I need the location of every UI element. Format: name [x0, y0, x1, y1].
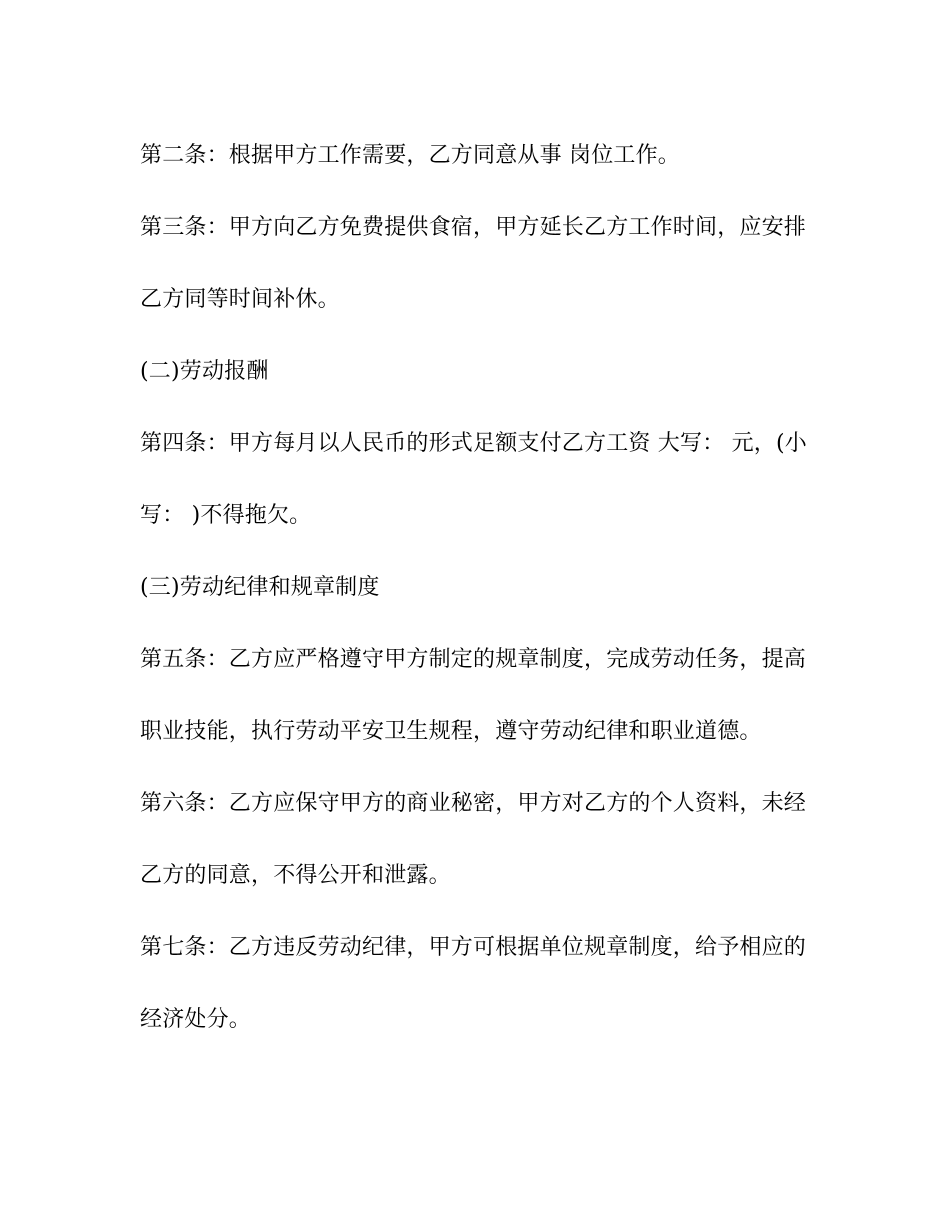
article-6-text-line-1: 第六条：乙方应保守甲方的商业秘密，甲方对乙方的个人资料，未经: [140, 791, 807, 816]
article-3-text-line-1: 第三条：甲方向乙方免费提供食宿，甲方延长乙方工作时间，应安排: [140, 215, 807, 240]
article-7-text-line-2: 经济处分。: [140, 1007, 252, 1032]
article-6-text-line-2: 乙方的同意，不得公开和泄露。: [140, 863, 451, 888]
article-5-text-line-2: 职业技能，执行劳动平安卫生规程，遵守劳动纪律和职业道德。: [140, 719, 762, 744]
article-5-text-line-1: 第五条：乙方应严格遵守甲方制定的规章制度，完成劳动任务，提高: [140, 647, 807, 672]
section-heading-remuneration: (二)劳动报酬: [140, 359, 269, 384]
article-2-text: 第二条：根据甲方工作需要，乙方同意从事 岗位工作。: [140, 143, 680, 168]
article-4-text-line-1: 第四条：甲方每月以人民币的形式足额支付乙方工资 大写： 元，(小: [140, 431, 807, 456]
article-3-text-line-2: 乙方同等时间补休。: [140, 287, 340, 312]
article-7-text-line-1: 第七条：乙方违反劳动纪律，甲方可根据单位规章制度，给予相应的: [140, 935, 807, 960]
section-heading-discipline: (三)劳动纪律和规章制度: [140, 575, 380, 600]
article-4-text-line-2: 写： )不得拖欠。: [140, 503, 312, 528]
